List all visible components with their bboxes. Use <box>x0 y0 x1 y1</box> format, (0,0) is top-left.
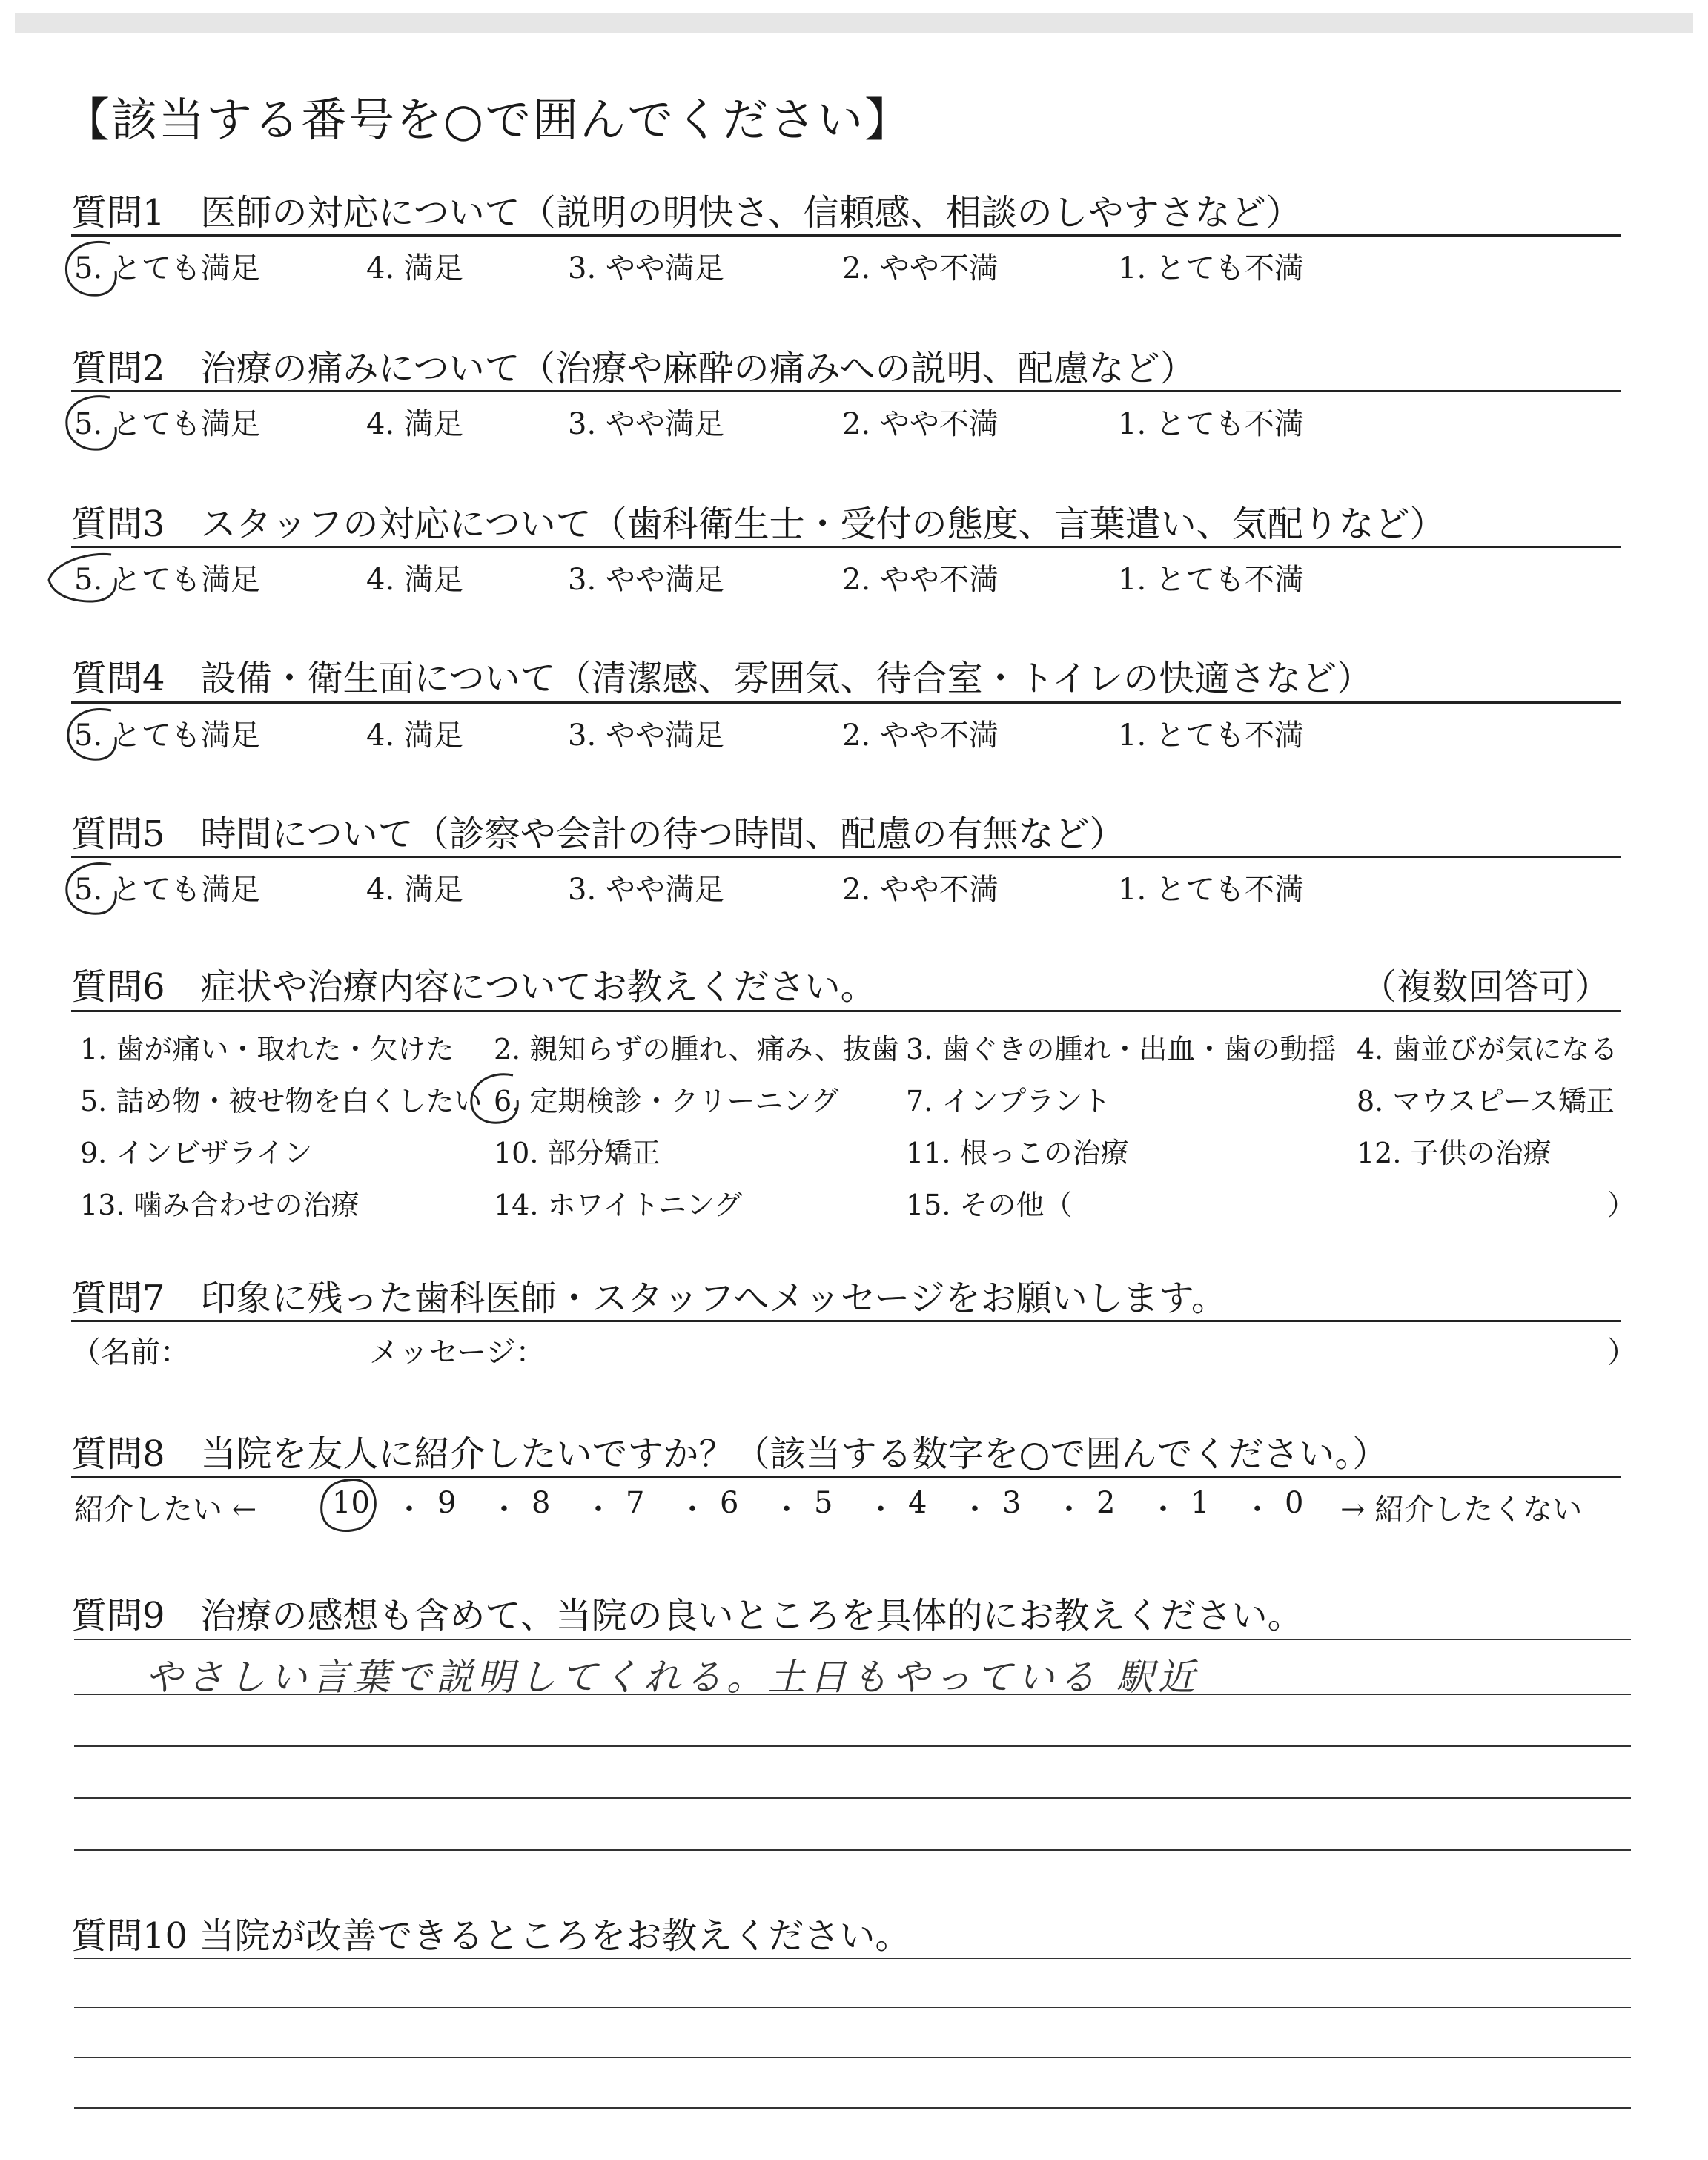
hand-circle-mark <box>471 1074 517 1123</box>
question-title: 質問2 治療の痛みについて（治療や麻酔の痛みへの説明、配慮など） <box>71 348 1196 389</box>
scale-value[interactable]: 7 <box>626 1486 645 1520</box>
option-3[interactable]: 3. やや満足 <box>568 407 724 441</box>
checklist-item[interactable]: 14. ホワイトニング <box>494 1189 743 1221</box>
checklist-item[interactable]: 9. インビザライン <box>80 1137 313 1169</box>
option-5[interactable]: 5. とても満足 <box>74 719 260 753</box>
scale-value[interactable]: 8 <box>532 1486 551 1520</box>
scale-separator: ・ <box>960 1493 990 1527</box>
option-5[interactable]: 5. とても満足 <box>74 873 260 907</box>
multiple-answer-note: （複数回答可） <box>1361 966 1611 1008</box>
handwritten-answer[interactable]: やさしい言葉で説明してくれる。土日もやっている 駅近 <box>145 1656 1199 1699</box>
scale-separator: ・ <box>772 1493 801 1527</box>
hand-circle-mark <box>67 397 116 450</box>
checklist-item[interactable]: 4. 歯並びが気になる <box>1357 1033 1618 1066</box>
scale-separator: ・ <box>583 1493 613 1527</box>
option-4[interactable]: 4. 満足 <box>366 563 463 597</box>
option-3[interactable]: 3. やや満足 <box>568 719 724 753</box>
checklist-item[interactable]: 3. 歯ぐきの腫れ・出血・歯の動揺 <box>906 1033 1337 1066</box>
checklist-item[interactable]: 13. 噛み合わせの治療 <box>80 1189 360 1221</box>
checklist-item[interactable]: 7. インプラント <box>906 1085 1111 1117</box>
close-paren: ） <box>1607 1335 1637 1370</box>
scale-value[interactable]: 1 <box>1191 1486 1210 1520</box>
checklist-item[interactable]: 6. 定期検診・クリーニング <box>494 1085 839 1117</box>
option-4[interactable]: 4. 満足 <box>366 719 463 753</box>
scale-value[interactable]: 3 <box>1002 1486 1022 1520</box>
scale-separator: ・ <box>866 1493 896 1527</box>
scale-value[interactable]: 2 <box>1096 1486 1116 1520</box>
scale-value[interactable]: 9 <box>437 1486 457 1520</box>
name-label: （名前： <box>71 1335 190 1370</box>
option-1[interactable]: 1. とても不満 <box>1118 563 1304 597</box>
question-title: 質問4 設備・衛生面について（清潔感、雰囲気、待合室・トイレの快適さなど） <box>71 658 1373 699</box>
scale-value[interactable]: 10 <box>332 1486 370 1520</box>
checklist-item[interactable]: 8. マウスピース矯正 <box>1357 1085 1615 1117</box>
checklist-item[interactable]: 1. 歯が痛い・取れた・欠けた <box>80 1033 454 1066</box>
question-title: 質問1 医師の対応について（説明の明快さ、信頼感、相談のしやすさなど） <box>71 192 1302 234</box>
scale-separator: ・ <box>394 1493 424 1527</box>
checklist-item[interactable]: 5. 詰め物・被せ物を白くしたい <box>80 1085 483 1117</box>
message-label: メッセージ： <box>369 1335 546 1370</box>
option-3[interactable]: 3. やや満足 <box>568 873 724 907</box>
checklist-item[interactable]: 15. その他（ <box>906 1189 1073 1221</box>
option-1[interactable]: 1. とても不満 <box>1118 251 1304 285</box>
hand-circle-mark <box>67 864 116 914</box>
question-title: 質問7 印象に残った歯科医師・スタッフへメッセージをお願いします。 <box>71 1278 1227 1319</box>
scale-value[interactable]: 0 <box>1285 1486 1304 1520</box>
scale-separator: ・ <box>489 1493 519 1527</box>
option-5[interactable]: 5. とても満足 <box>74 563 260 597</box>
option-1[interactable]: 1. とても不満 <box>1118 407 1304 441</box>
other-close-paren: ） <box>1607 1189 1636 1221</box>
recommend-right-label: → 紹介したくない <box>1340 1493 1583 1527</box>
option-5[interactable]: 5. とても満足 <box>74 251 260 285</box>
scale-separator: ・ <box>1242 1493 1272 1527</box>
scale-value[interactable]: 4 <box>908 1486 927 1520</box>
recommend-left-label: 紹介したい ← <box>74 1493 257 1527</box>
question-title: 質問3 スタッフの対応について（歯科衛生士・受付の態度、言葉遣い、気配りなど） <box>71 503 1446 545</box>
question-title: 質問10 当院が改善できるところをお教えください。 <box>71 1915 911 1957</box>
option-5[interactable]: 5. とても満足 <box>74 407 260 441</box>
option-1[interactable]: 1. とても不満 <box>1118 719 1304 753</box>
scale-separator: ・ <box>1148 1493 1178 1527</box>
scale-value[interactable]: 6 <box>720 1486 739 1520</box>
option-2[interactable]: 2. やや不満 <box>842 407 999 441</box>
checklist-item[interactable]: 10. 部分矯正 <box>494 1137 661 1169</box>
option-3[interactable]: 3. やや満足 <box>568 563 724 597</box>
checklist-item[interactable]: 12. 子供の治療 <box>1357 1137 1552 1169</box>
scale-value[interactable]: 5 <box>814 1486 833 1520</box>
checklist-item[interactable]: 11. 根っこの治療 <box>906 1137 1129 1169</box>
scale-separator: ・ <box>678 1493 707 1527</box>
option-3[interactable]: 3. やや満足 <box>568 251 724 285</box>
page-title: 【該当する番号を○で囲んでください】 <box>64 93 913 147</box>
question-title: 質問9 治療の感想も含めて、当院の良いところを具体的にお教えください。 <box>71 1595 1303 1636</box>
option-2[interactable]: 2. やや不満 <box>842 563 999 597</box>
hand-circle-mark <box>66 242 116 295</box>
checklist-item[interactable]: 2. 親知らずの腫れ、痛み、抜歯 <box>494 1033 899 1066</box>
question-title: 質問8 当院を友人に紹介したいですか？（該当する数字を○で囲んでください。） <box>71 1433 1388 1475</box>
question-title: 質問6 症状や治療内容についてお教えください。 <box>71 966 876 1008</box>
hand-circle-mark <box>322 1480 376 1531</box>
hand-circle-mark <box>49 554 116 601</box>
hand-circle-mark <box>68 710 116 760</box>
option-4[interactable]: 4. 満足 <box>366 251 463 285</box>
option-2[interactable]: 2. やや不満 <box>842 873 999 907</box>
question-title: 質問5 時間について（診察や会計の待つ時間、配慮の有無など） <box>71 813 1125 855</box>
option-2[interactable]: 2. やや不満 <box>842 719 999 753</box>
option-4[interactable]: 4. 満足 <box>366 407 463 441</box>
option-1[interactable]: 1. とても不満 <box>1118 873 1304 907</box>
scale-separator: ・ <box>1054 1493 1084 1527</box>
option-2[interactable]: 2. やや不満 <box>842 251 999 285</box>
option-4[interactable]: 4. 満足 <box>366 873 463 907</box>
